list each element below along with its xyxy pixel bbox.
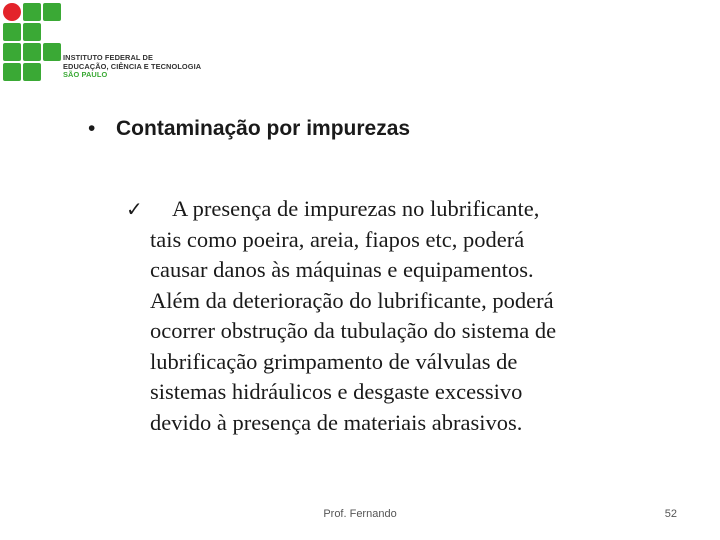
logo-square — [3, 43, 21, 61]
logo-red-dot — [3, 3, 21, 21]
logo-square — [23, 63, 41, 81]
logo-square — [43, 43, 61, 61]
heading-text: Contaminação por impurezas — [116, 117, 411, 140]
slide-heading — [88, 117, 410, 141]
logo-square — [23, 23, 41, 41]
logo-line-1: INSTITUTO FEDERAL DE — [63, 53, 154, 62]
logo-square — [23, 43, 41, 61]
logo-square — [3, 23, 21, 41]
institution-logo — [3, 3, 213, 83]
body-line: causar danos às máquinas e equipamentos. — [150, 257, 534, 282]
logo-square — [23, 3, 41, 21]
logo-square — [43, 3, 61, 21]
body-line: tais como poeira, areia, fiapos etc, poderá — [150, 226, 525, 252]
body-line: Além da deterioração do lubrificante, poderá — [150, 287, 554, 313]
logo-line-3: SÃO PAULO — [63, 70, 108, 80]
body-line: A presença de impurezas no lubrificante, — [172, 196, 540, 221]
checkmark-icon: ✓ — [126, 197, 143, 221]
footer-author: Prof. Fernando — [323, 508, 397, 520]
logo-grid-icon — [3, 3, 63, 83]
slide-page-number: 52 — [664, 508, 677, 520]
body-line: ocorrer obstrução da tubulação do sistema de — [150, 318, 557, 343]
body-line: devido à presença de materiais abrasivos. — [150, 409, 523, 435]
logo-wordmark — [63, 54, 201, 80]
logo-line-2: EDUCAÇÃO, CIÊNCIA E TECNOLOGIA — [63, 61, 202, 71]
body-line: lubrificação grimpamento de válvulas de — [150, 348, 518, 374]
slide-body — [126, 194, 666, 438]
body-line: sistemas hidráulicos e desgaste excessivo — [150, 379, 523, 404]
logo-square — [3, 63, 21, 81]
bullet-icon: • — [88, 117, 96, 140]
